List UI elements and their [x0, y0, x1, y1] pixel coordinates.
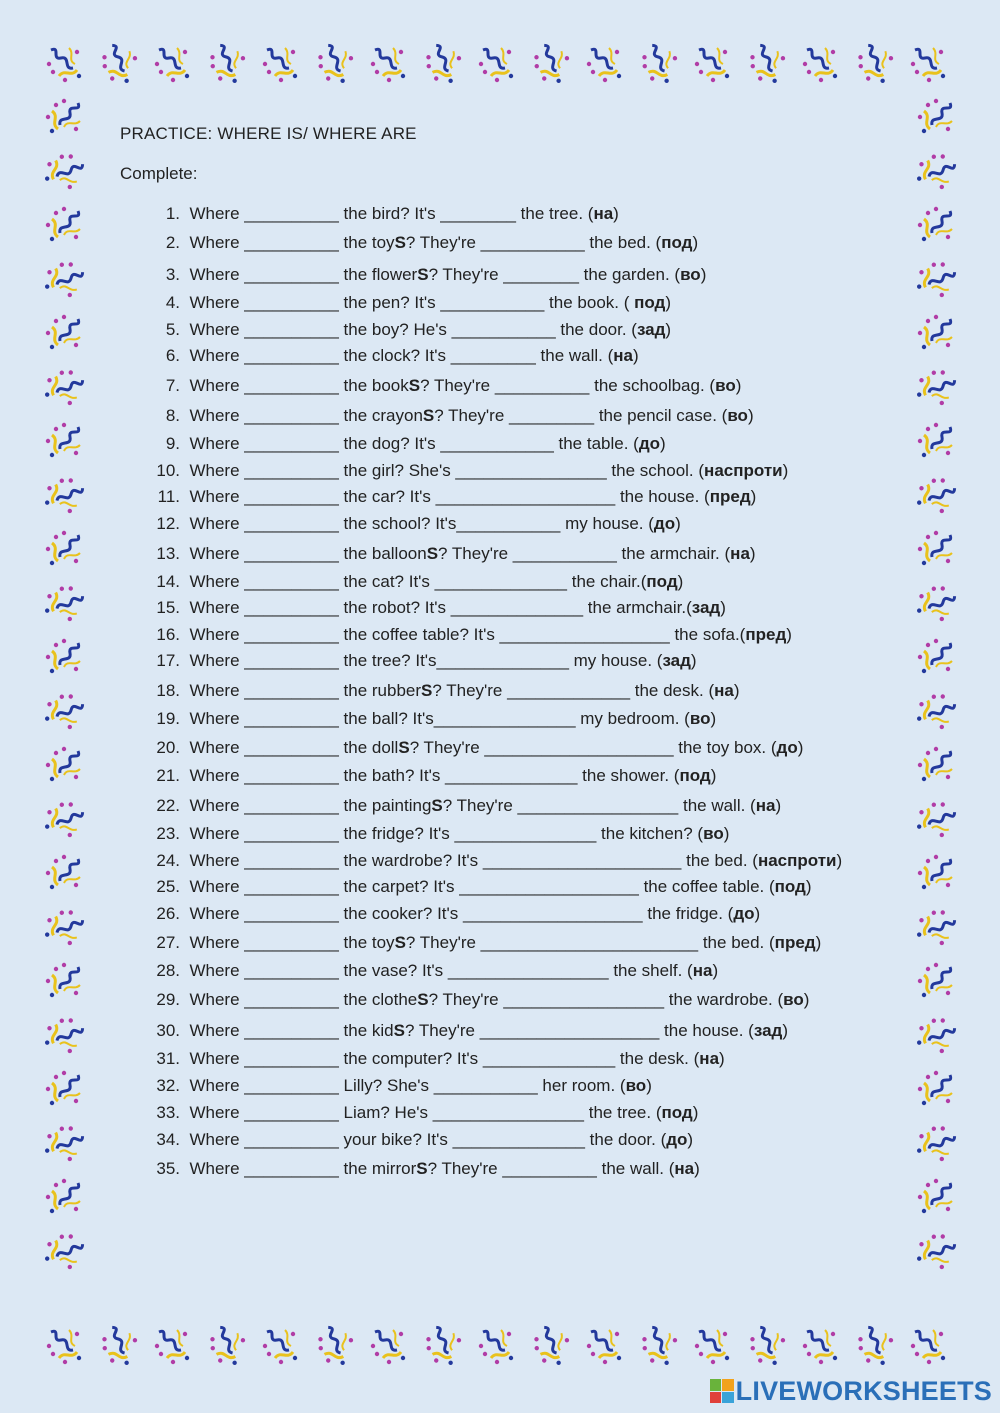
question-text: Where __________ the robot? It's ______________ the armchair.(	[189, 598, 692, 617]
confetti-streamer-icon	[587, 1330, 621, 1364]
confetti-streamer-icon	[913, 579, 959, 625]
preposition-hint: во	[703, 824, 724, 843]
question-number: 2.	[165, 233, 180, 252]
question-text: Where __________ the car? It's ___________________ the house. (	[189, 487, 710, 506]
confetti-streamer-icon	[918, 747, 952, 781]
question-number: 7.	[165, 376, 180, 395]
question-text: Where __________ the cooker? It's ___________________ the fridge. (	[189, 904, 734, 923]
plural-s-marker: S	[416, 1159, 428, 1178]
preposition-hint: зад	[691, 598, 721, 617]
question-item	[120, 1021, 788, 1041]
confetti-streamer-icon	[41, 795, 87, 841]
question-number: 8.	[165, 406, 180, 425]
preposition-hint: во	[783, 990, 804, 1009]
confetti-streamer-icon	[311, 1324, 357, 1370]
confetti-streamer-icon	[913, 687, 959, 733]
question-number: 5.	[165, 320, 180, 339]
confetti-streamer-icon	[918, 315, 952, 349]
question-item	[120, 1159, 700, 1179]
confetti-streamer-icon	[913, 903, 959, 949]
preposition-hint: под	[646, 572, 678, 591]
question-text: Where __________ the carpet? It's ___________________ the coffee table. (	[189, 877, 775, 896]
confetti-streamer-icon	[46, 639, 80, 673]
confetti-streamer-icon	[743, 1324, 789, 1370]
preposition-hint: пред	[709, 487, 751, 506]
plural-s-marker: S	[408, 376, 421, 395]
confetti-streamer-icon	[41, 579, 87, 625]
question-item	[120, 434, 666, 454]
confetti-streamer-icon	[913, 147, 959, 193]
question-number: 26.	[156, 904, 180, 923]
confetti-streamer-icon	[46, 315, 80, 349]
question-text: Where __________ the ball? It's_______________ my bedroom. (	[189, 709, 690, 728]
confetti-streamer-icon	[743, 42, 789, 88]
question-number: 14.	[156, 572, 180, 591]
confetti-streamer-icon	[46, 963, 80, 997]
confetti-streamer-icon	[911, 48, 945, 82]
question-text: Where __________ the kidS? They're ___________________ the house. (	[189, 1021, 754, 1040]
question-text: Where __________ the school? It's___________ my house. (	[189, 514, 654, 533]
question-item	[120, 572, 683, 592]
hint-close-paren: )	[694, 1159, 700, 1178]
logo-square-cyan	[722, 1392, 734, 1404]
confetti-streamer-icon	[47, 48, 81, 82]
hint-close-paren: )	[677, 572, 684, 591]
question-text: Where __________ the girl? She's ________________ the school. (	[189, 461, 705, 480]
preposition-hint: на	[593, 204, 614, 223]
question-item	[120, 709, 716, 729]
question-item	[120, 796, 781, 816]
question-number: 22.	[156, 796, 180, 815]
question-number: 18.	[156, 681, 180, 700]
question-number: 3.	[165, 265, 180, 284]
question-text: Where __________ the boy? He's ___________ the door. (	[189, 320, 637, 339]
preposition-hint: на	[613, 346, 633, 365]
preposition-hint: на	[699, 1049, 720, 1068]
confetti-streamer-icon	[41, 903, 87, 949]
confetti-border-right	[910, 90, 962, 1320]
question-text: Where __________ the dog? It's ____________ the table. (	[189, 434, 639, 453]
question-item	[120, 904, 760, 924]
confetti-streamer-icon	[419, 42, 465, 88]
question-item	[120, 1103, 698, 1123]
confetti-streamer-icon	[41, 363, 87, 409]
hint-close-paren: )	[613, 204, 619, 223]
hint-close-paren: )	[710, 709, 717, 728]
question-text: Where __________ the mirrorS? They're __________ the wall. (	[189, 1159, 675, 1178]
preposition-hint: зад	[662, 651, 691, 670]
preposition-hint: до	[776, 738, 798, 757]
hint-close-paren: )	[665, 293, 672, 312]
question-number: 35.	[156, 1159, 180, 1178]
confetti-streamer-icon	[527, 1324, 573, 1370]
confetti-streamer-icon	[46, 1071, 80, 1105]
preposition-hint: под	[679, 766, 711, 785]
question-number: 24.	[156, 851, 180, 870]
confetti-streamer-icon	[41, 687, 87, 733]
plural-s-marker: S	[394, 233, 406, 252]
hint-close-paren: )	[782, 1021, 788, 1040]
confetti-streamer-icon	[913, 795, 959, 841]
confetti-streamer-icon	[41, 255, 87, 301]
preposition-hint: во	[680, 265, 701, 284]
hint-close-paren: )	[803, 990, 810, 1009]
confetti-streamer-icon	[635, 42, 681, 88]
question-text: Where __________ the cat? It's ______________ the chair.(	[189, 572, 647, 591]
question-item	[120, 293, 671, 313]
question-text: Where __________ the balloonS? They're ___________ the armchair. (	[189, 544, 731, 563]
confetti-streamer-icon	[95, 1324, 141, 1370]
question-item	[120, 514, 681, 534]
preposition-hint: во	[727, 406, 748, 425]
question-text: Where __________ the coffee table? It's __________________ the sofa.(	[189, 625, 746, 644]
confetti-streamer-icon	[41, 1011, 87, 1057]
question-text: Where __________ Lilly? She's ___________ her room. (	[189, 1076, 626, 1095]
confetti-streamer-icon	[371, 1330, 405, 1364]
confetti-streamer-icon	[46, 207, 80, 241]
confetti-streamer-icon	[803, 1330, 837, 1364]
confetti-streamer-icon	[911, 1330, 945, 1364]
question-text: Where __________ Liam? He's ________________ the tree. (	[189, 1103, 662, 1122]
logo-text: LIVEWORKSHEETS	[735, 1375, 992, 1406]
question-number: 21.	[156, 766, 180, 785]
confetti-border-top	[38, 38, 962, 90]
preposition-hint: под	[661, 1103, 693, 1122]
preposition-hint: во	[625, 1076, 647, 1095]
question-number: 15.	[156, 598, 180, 617]
confetti-streamer-icon	[803, 48, 837, 82]
hint-close-paren: )	[692, 1103, 699, 1122]
confetti-streamer-icon	[913, 1119, 959, 1165]
question-number: 23.	[156, 824, 180, 843]
question-item	[120, 233, 698, 253]
plural-s-marker: S	[426, 544, 439, 563]
preposition-hint: до	[733, 904, 755, 923]
confetti-streamer-icon	[371, 48, 405, 82]
worksheet-instruction: Complete:	[120, 164, 198, 183]
question-text: Where __________ the rubberS? They're _____________ the desk. (	[189, 681, 715, 700]
question-item	[120, 346, 639, 366]
confetti-streamer-icon	[635, 1324, 681, 1370]
confetti-streamer-icon	[311, 42, 357, 88]
confetti-streamer-icon	[918, 963, 952, 997]
question-number: 28.	[156, 961, 180, 980]
confetti-streamer-icon	[203, 42, 249, 88]
confetti-streamer-icon	[913, 363, 959, 409]
plural-s-marker: S	[393, 1021, 405, 1040]
hint-close-paren: )	[692, 233, 699, 252]
question-number: 30.	[156, 1021, 180, 1040]
preposition-hint: под	[661, 233, 693, 252]
confetti-streamer-icon	[913, 471, 959, 517]
confetti-streamer-icon	[918, 99, 952, 133]
question-text: Where __________ the flowerS? They're ________ the garden. (	[189, 265, 681, 284]
question-text: Where __________ the dollS? They're ____________________ the toy box. (	[189, 738, 777, 757]
question-item	[120, 681, 740, 701]
question-item	[120, 824, 729, 844]
plural-s-marker: S	[417, 990, 429, 1009]
question-text: Where __________ the toyS? They're _______________________ the bed. (	[189, 933, 775, 952]
question-text: Where __________ the bookS? They're __________ the schoolbag. (	[189, 376, 716, 395]
hint-close-paren: )	[749, 544, 756, 563]
question-number: 34.	[156, 1130, 180, 1149]
question-text: Where __________ the fridge? It's _______________ the kitchen? (	[189, 824, 704, 843]
question-item	[120, 961, 718, 981]
confetti-streamer-icon	[918, 423, 952, 457]
question-item	[120, 1049, 725, 1069]
question-number: 6.	[165, 346, 180, 365]
hint-close-paren: )	[782, 461, 789, 480]
hint-close-paren: )	[805, 877, 812, 896]
question-item	[120, 651, 697, 671]
confetti-streamer-icon	[46, 1179, 80, 1213]
question-text: Where __________ the bird? It's ________ the tree. (	[189, 204, 594, 223]
preposition-hint: на	[674, 1159, 695, 1178]
confetti-streamer-icon	[203, 1324, 249, 1370]
hint-close-paren: )	[723, 824, 730, 843]
question-item	[120, 406, 754, 426]
question-number: 20.	[156, 738, 180, 757]
question-item	[120, 933, 821, 953]
confetti-streamer-icon	[913, 255, 959, 301]
question-number: 12.	[156, 514, 180, 533]
hint-close-paren: )	[690, 651, 697, 670]
question-item	[120, 265, 706, 285]
question-number: 16.	[156, 625, 180, 644]
confetti-streamer-icon	[587, 48, 621, 82]
confetti-streamer-icon	[263, 1330, 297, 1364]
plural-s-marker: S	[394, 933, 406, 952]
preposition-hint: пред	[774, 933, 816, 952]
question-text: Where __________ the toyS? They're ___________ the bed. (	[189, 233, 662, 252]
plural-s-marker: S	[398, 738, 410, 757]
question-number: 17.	[156, 651, 180, 670]
confetti-streamer-icon	[695, 1330, 729, 1364]
question-item	[120, 1130, 693, 1150]
question-text: Where __________ the tree? It's______________ my house. (	[189, 651, 663, 670]
confetti-streamer-icon	[851, 1324, 897, 1370]
preposition-hint: до	[666, 1130, 688, 1149]
hint-close-paren: )	[700, 265, 707, 284]
question-item	[120, 544, 756, 564]
hint-close-paren: )	[687, 1130, 694, 1149]
question-number: 19.	[156, 709, 180, 728]
confetti-streamer-icon	[155, 1330, 189, 1364]
preposition-hint: под	[634, 293, 666, 312]
hint-close-paren: )	[633, 346, 639, 365]
question-item	[120, 877, 812, 897]
preposition-hint: во	[689, 709, 711, 728]
liveworksheets-logo[interactable]	[710, 1373, 992, 1409]
question-text: Where __________ the crayonS? They're _________ the pencil case. (	[189, 406, 728, 425]
question-number: 10.	[156, 461, 180, 480]
confetti-streamer-icon	[41, 1227, 87, 1273]
hint-close-paren: )	[665, 320, 672, 339]
confetti-streamer-icon	[918, 531, 952, 565]
confetti-streamer-icon	[913, 1011, 959, 1057]
hint-close-paren: )	[754, 904, 761, 923]
logo-square-red	[710, 1392, 722, 1404]
preposition-hint: на	[755, 796, 776, 815]
question-number: 25.	[156, 877, 180, 896]
preposition-hint: наспроти	[704, 461, 783, 480]
question-text: Where __________ the bath? It's ______________ the shower. (	[189, 766, 680, 785]
confetti-streamer-icon	[913, 1227, 959, 1273]
preposition-hint: во	[715, 376, 736, 395]
confetti-streamer-icon	[479, 48, 513, 82]
hint-close-paren: )	[815, 933, 822, 952]
question-item	[120, 487, 756, 507]
confetti-streamer-icon	[419, 1324, 465, 1370]
hint-close-paren: )	[712, 961, 719, 980]
logo-square-orange	[722, 1379, 734, 1391]
question-number: 27.	[156, 933, 180, 952]
question-text: Where __________ the vase? It's _________________ the shelf. (	[189, 961, 693, 980]
question-text: Where __________ the pen? It's ___________ the book. (	[189, 293, 635, 312]
question-text: Where __________ the paintingS? They're _________________ the wall. (	[189, 796, 756, 815]
confetti-streamer-icon	[46, 423, 80, 457]
plural-s-marker: S	[431, 796, 443, 815]
question-item	[120, 738, 803, 758]
confetti-streamer-icon	[41, 1119, 87, 1165]
question-item	[120, 598, 726, 618]
confetti-streamer-icon	[41, 147, 87, 193]
question-text: Where __________ the clotheS? They're _________________ the wardrobe. (	[189, 990, 784, 1009]
preposition-hint: на	[714, 681, 734, 700]
confetti-border-bottom	[38, 1320, 962, 1372]
question-item	[120, 461, 788, 481]
question-text: Where __________ your bike? It's ______________ the door. (	[189, 1130, 667, 1149]
confetti-streamer-icon	[918, 639, 952, 673]
question-number: 32.	[156, 1076, 180, 1095]
confetti-streamer-icon	[527, 42, 573, 88]
question-number: 1.	[165, 204, 180, 223]
confetti-streamer-icon	[263, 48, 297, 82]
preposition-hint: зад	[753, 1021, 783, 1040]
question-text: Where __________ the clock? It's _________ the wall. (	[189, 346, 614, 365]
question-text: Where __________ the computer? It's ______________ the desk. (	[189, 1049, 700, 1068]
confetti-streamer-icon	[918, 1071, 952, 1105]
plural-s-marker: S	[421, 681, 433, 700]
confetti-streamer-icon	[851, 42, 897, 88]
liveworksheets-logo-icon	[710, 1379, 734, 1403]
question-text: Where __________ the wardrobe? It's _____________________ the bed. (	[189, 851, 758, 870]
hint-close-paren: )	[646, 1076, 652, 1095]
question-item	[120, 1076, 652, 1096]
hint-close-paren: )	[733, 681, 740, 700]
hint-close-paren: )	[720, 598, 726, 617]
question-item	[120, 320, 671, 340]
confetti-streamer-icon	[918, 1179, 952, 1213]
question-item	[120, 990, 809, 1010]
question-number: 29.	[156, 990, 180, 1009]
question-item	[120, 204, 619, 224]
logo-square-green	[710, 1379, 722, 1391]
hint-close-paren: )	[675, 514, 681, 533]
hint-close-paren: )	[786, 625, 792, 644]
hint-close-paren: )	[775, 796, 782, 815]
question-number: 31.	[156, 1049, 180, 1068]
confetti-border-left	[38, 90, 90, 1320]
preposition-hint: на	[692, 961, 713, 980]
confetti-streamer-icon	[918, 207, 952, 241]
confetti-streamer-icon	[695, 48, 729, 82]
question-item	[120, 851, 842, 871]
question-number: 33.	[156, 1103, 180, 1122]
preposition-hint: на	[730, 544, 750, 563]
confetti-streamer-icon	[46, 855, 80, 889]
hint-close-paren: )	[660, 434, 666, 453]
preposition-hint: под	[774, 877, 806, 896]
confetti-streamer-icon	[95, 42, 141, 88]
confetti-streamer-icon	[918, 855, 952, 889]
hint-close-paren: )	[836, 851, 843, 870]
plural-s-marker: S	[417, 265, 429, 284]
preposition-hint: зад	[636, 320, 666, 339]
confetti-streamer-icon	[46, 531, 80, 565]
question-item	[120, 625, 792, 645]
question-number: 11.	[157, 487, 180, 506]
confetti-streamer-icon	[41, 471, 87, 517]
preposition-hint: наспроти	[757, 851, 837, 870]
question-number: 4.	[165, 293, 180, 312]
preposition-hint: до	[638, 434, 661, 453]
preposition-hint: до	[653, 514, 676, 533]
confetti-streamer-icon	[47, 1330, 81, 1364]
hint-close-paren: )	[750, 487, 757, 506]
question-item	[120, 766, 716, 786]
hint-close-paren: )	[719, 1049, 725, 1068]
hint-close-paren: )	[797, 738, 804, 757]
confetti-streamer-icon	[479, 1330, 513, 1364]
worksheet-title: PRACTICE: WHERE IS/ WHERE ARE	[120, 124, 417, 143]
confetti-streamer-icon	[155, 48, 189, 82]
confetti-streamer-icon	[46, 99, 80, 133]
preposition-hint: пред	[745, 625, 787, 644]
question-number: 13.	[156, 544, 180, 563]
confetti-streamer-icon	[46, 747, 80, 781]
plural-s-marker: S	[422, 406, 435, 425]
question-number: 9.	[165, 434, 180, 453]
hint-close-paren: )	[710, 766, 717, 785]
hint-close-paren: )	[747, 406, 754, 425]
question-item	[120, 376, 741, 396]
hint-close-paren: )	[735, 376, 742, 395]
